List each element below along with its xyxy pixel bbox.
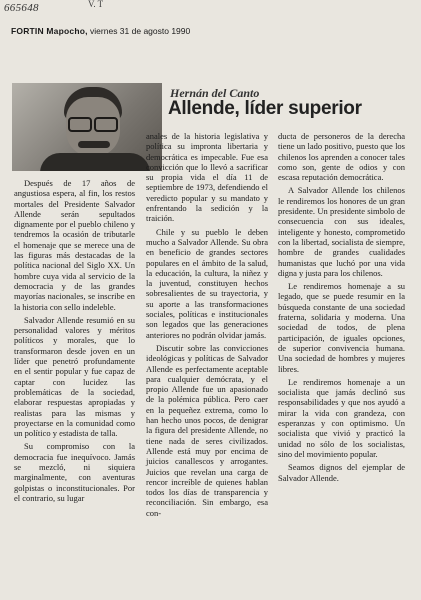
article-byline: Hernán del Canto	[170, 86, 260, 100]
article-column-1	[14, 178, 135, 506]
paragraph: Chile y su pueblo le deben mucho a Salvador Allende. Su obra en beneficio de grandes sectores populares en el ámbito de la salud, la educación, la cultura, la niñez y la juventud, constituyen hechos sobresalientes de su trayectoria, y su aporte a las transformaciones sociales, políticas e institucionales son legados que las generaciones anteriores no podrán olvidar jamás.	[146, 226, 268, 340]
publication-name: FORTIN Mapocho,	[11, 26, 88, 36]
author-portrait-photo	[12, 83, 162, 171]
article-column-3	[278, 131, 405, 486]
paragraph: A Salvador Allende los chilenos le rendiremos los honores de un gran presidente. Un presidente simbolo de consecuencia con sus ideales, inteligente y honesto, comprometido con la libertad, socialista de siempre, hombre de grandes cualidades humanistas que luchó por una vida digna y justa para los chilenos.	[278, 185, 405, 278]
paragraph: ducta de personeros de la derecha tiene un lado positivo, puesto que los chilenos los aprenden a conocer tales como son, gente de odios y con escasa reputación democrática.	[278, 131, 405, 183]
paragraph: Seamos dignos del ejemplar de Salvador Allende.	[278, 462, 405, 483]
paragraph: Discutir sobre las convicciones ideológicas y políticas de Salvador Allende es perfectamente aceptable para cualquier demócrata, y el propio Allende fue un apasionado de la polémica pública. Pero caer en la pequeñez extrema, como lo han hecho unos pocos, de denigrar la figura del presidente Allende, no tiene nada de seres civilizados. Allende está muy por encima de juicios canallescos y arrogantes. Juicios que revelan una carga de rencor increíble de quienes hablan todos los días de transparencia y reconciliación. Sin embargo, esa con-	[146, 342, 268, 518]
paragraph: Su compromiso con la democracia fue inequívoco. Jamás se mezcló, ni siquiera marginalmente, con aventuras golpistas o inconstitucionales. Por el contrario, su lugar	[14, 441, 135, 503]
paragraph: Le rendiremos homenaje a un socialista que jamás declinó sus responsabilidades y que nos ayudó a mirar la vida con grandeza, con esperanzas y con optimismo. Un socialista que vivió y practicó la unidad no sólo de los socialistas, sino del movimiento popular.	[278, 376, 405, 459]
paragraph: Salvador Allende resumió en su personalidad valores y méritos políticos y morales, que lo transformaron desde joven en un líder que penetró profundamente en el sentir popular y fue capaz de captar con lucidez las problemáticas de la sociedad, elaborar respuestas apropiadas y realistas para las mismas y proyectarse en la comunidad como un político y estadista de talla.	[14, 314, 135, 439]
paragraph: anales de la historia legislativa y política su impronta libertaria y democrática es impecable. Fue esa convicción que lo llevó a sacrificar su propia vida el día 11 de septiembre de 1973, defendiendo el veredicto popular y su mandato y enfrentando la sedición y la traición.	[146, 131, 268, 224]
archive-number-handwritten: 665648	[4, 2, 39, 14]
publication-date: viernes 31 de agosto 1990	[90, 26, 191, 36]
archive-initials-handwritten: V. T	[88, 0, 104, 9]
paragraph: Después de 17 años de angustiosa espera, al fin, los restos mortales del Presidente Salvador Allende serán sepultados dignamente por el pueblo chileno y tendremos la ocasión de tributarle el homenaje que se merece una de las figuras más destacadas de la política nacional del Siglo XX. Un hombre cuya vida al servicio de la democracia y de las grandes mayorías nacionales, se inscribe en la historia con sello indeleble.	[14, 178, 135, 312]
paragraph: Le rendiremos homenaje a su legado, que se puede resumir en la búsqueda constante de una sociedad fraterna, solidaria y moderna. Una sociedad de todos, de plena participación, de iguales opciones, de superior convivencia humana. Una sociedad de hombres y mujeres libres.	[278, 281, 405, 374]
article-column-2	[146, 131, 268, 521]
publication-source	[11, 26, 190, 36]
article-headline: Allende, líder superior	[168, 98, 362, 119]
